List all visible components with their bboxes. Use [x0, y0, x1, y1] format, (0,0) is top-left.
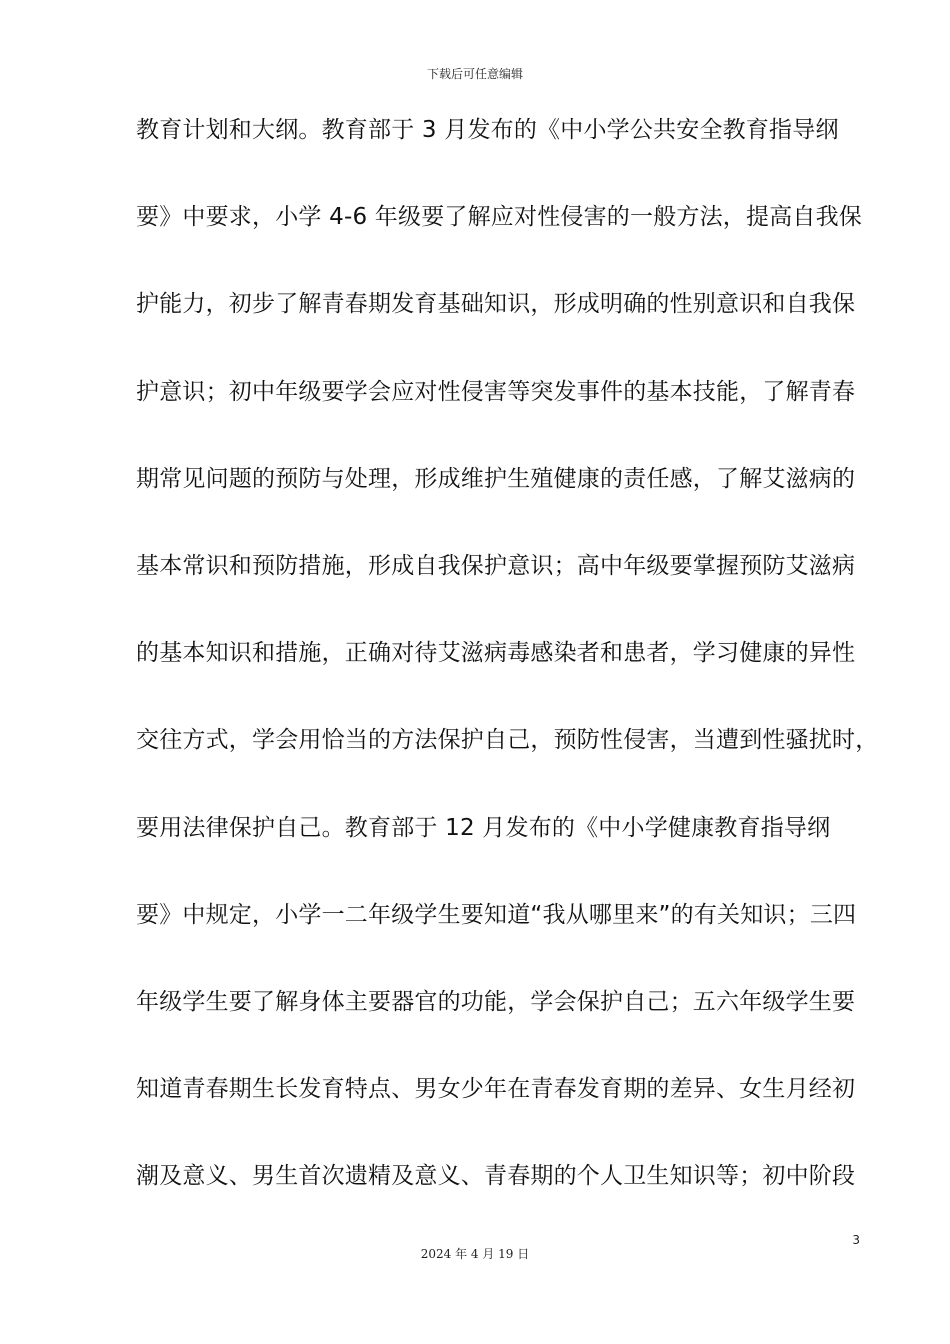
text-line: 年级学生要了解身体主要器官的功能，学会保护自己；五六年级学生要	[136, 988, 856, 1015]
page-number: 3	[852, 1233, 860, 1247]
text-line: 交往方式，学会用恰当的方法保护自己，预防性侵害，当遭到性骚扰时，	[136, 727, 879, 754]
text-line: 基本常识和预防措施，形成自我保护意识；高中年级要掌握预防艾滋病	[136, 552, 856, 579]
text-line: 教育计划和大纲。教育部于 3 月发布的《中小学公共安全教育指导纲	[136, 117, 839, 143]
text-line: 要用法律保护自己。教育部于 12 月发布的《中小学健康教育指导纲	[136, 814, 831, 841]
body-text	[136, 110, 879, 1243]
text-line: 要》中规定，小学一二年级学生要知道“我从哪里来”的有关知识；三四	[136, 901, 857, 928]
text-line: 潮及意义、男生首次遗精及意义、青春期的个人卫生知识等；初中阶段	[136, 1163, 856, 1190]
footer-date: 2024 年 4 月 19 日	[420, 1247, 530, 1261]
text-line: 要》中要求，小学 4-6 年级要了解应对性侵害的一般方法，提高自我保	[136, 204, 862, 231]
text-line: 护能力，初步了解青春期发育基础知识，形成明确的性别意识和自我保	[136, 291, 856, 318]
text-line: 知道青春期生长发育特点、男女少年在青春发育期的差异、女生月经初	[136, 1076, 856, 1103]
text-line: 期常见问题的预防与处理，形成维护生殖健康的责任感，了解艾滋病的	[136, 465, 856, 492]
text-line: 的基本知识和措施，正确对待艾滋病毒感染者和患者，学习健康的异性	[136, 640, 856, 667]
text-line: 护意识；初中年级要学会应对性侵害等突发事件的基本技能，了解青春	[136, 378, 856, 405]
header-note: 下载后可任意编辑	[426, 67, 523, 81]
